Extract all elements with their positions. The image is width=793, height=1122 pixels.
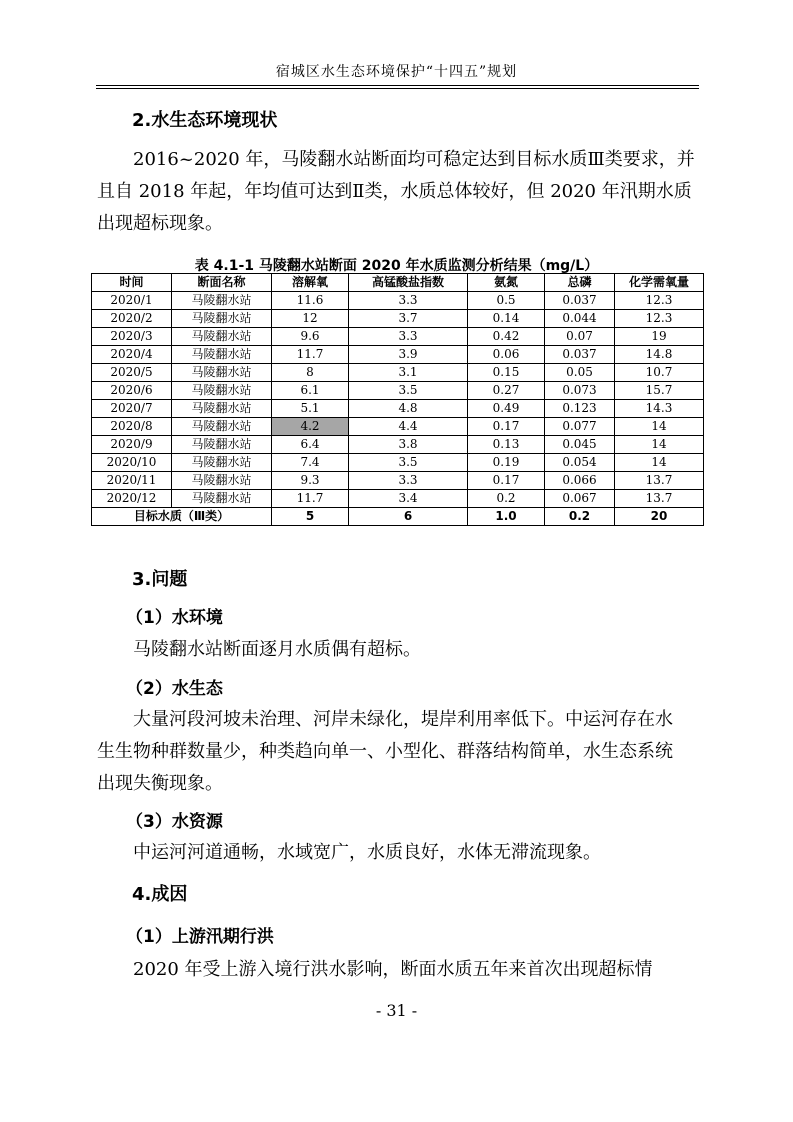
table-cell: 0.037 — [545, 346, 615, 364]
table-cell: 0.15 — [468, 364, 545, 382]
station-cell: 马陵翻水站 — [172, 454, 272, 472]
table-cell: 0.067 — [545, 490, 615, 508]
header-rule-double — [96, 88, 699, 89]
table-cell: 7.4 — [272, 454, 349, 472]
table-cell: 0.17 — [468, 472, 545, 490]
table-header-row — [92, 274, 704, 292]
water-quality-table — [91, 273, 704, 526]
table-cell: 2020/6 — [92, 382, 172, 400]
table-cell: 4.4 — [349, 418, 468, 436]
table-row — [92, 490, 704, 508]
table-cell: 3.7 — [349, 310, 468, 328]
column-header: 总磷 — [545, 274, 615, 292]
station-cell: 马陵翻水站 — [172, 292, 272, 310]
table-row — [92, 310, 704, 328]
section-heading-problems: 3.问题 — [132, 569, 188, 590]
station-cell: 马陵翻水站 — [172, 328, 272, 346]
table-cell: 5.1 — [272, 400, 349, 418]
table-row — [92, 328, 704, 346]
table-cell: 11.7 — [272, 346, 349, 364]
table-cell: 14.3 — [615, 400, 704, 418]
subheading-water-ecology: （2）水生态 — [126, 679, 223, 699]
table-cell: 12 — [272, 310, 349, 328]
table-cell: 3.8 — [349, 436, 468, 454]
table-cell: 0.077 — [545, 418, 615, 436]
header-rule — [96, 85, 699, 86]
table-cell: 2020/12 — [92, 490, 172, 508]
column-header: 溶解氧 — [272, 274, 349, 292]
para-line: 且自 2018 年起，年均值可达到Ⅱ类，水质总体较好，但 2020 年汛期水质 — [97, 181, 692, 202]
table-cell: 4.8 — [349, 400, 468, 418]
table-cell: 14 — [615, 418, 704, 436]
table-cell: 3.5 — [349, 454, 468, 472]
target-value: 1.0 — [468, 508, 545, 526]
table-cell: 0.073 — [545, 382, 615, 400]
table-cell: 2020/8 — [92, 418, 172, 436]
table-cell: 12.3 — [615, 310, 704, 328]
table-cell: 14 — [615, 436, 704, 454]
table-cell: 3.1 — [349, 364, 468, 382]
station-cell: 马陵翻水站 — [172, 418, 272, 436]
table-cell: 2020/4 — [92, 346, 172, 364]
column-header: 断面名称 — [172, 274, 272, 292]
section-status-paragraph — [97, 144, 697, 240]
station-cell: 马陵翻水站 — [172, 436, 272, 454]
table-row — [92, 454, 704, 472]
table-row — [92, 436, 704, 454]
table-cell: 12.3 — [615, 292, 704, 310]
table-cell: 3.9 — [349, 346, 468, 364]
table-cell: 9.6 — [272, 328, 349, 346]
table-cell: 10.7 — [615, 364, 704, 382]
column-header: 时间 — [92, 274, 172, 292]
table-cell: 3.3 — [349, 292, 468, 310]
column-header: 化学需氧量 — [615, 274, 704, 292]
page-number: - 31 - — [375, 1001, 418, 1020]
table-row — [92, 364, 704, 382]
target-row — [92, 508, 704, 526]
target-value: 20 — [615, 508, 704, 526]
table-cell: 0.037 — [545, 292, 615, 310]
station-cell: 马陵翻水站 — [172, 472, 272, 490]
table-cell: 3.3 — [349, 472, 468, 490]
column-header: 氨氮 — [468, 274, 545, 292]
table-cell: 0.066 — [545, 472, 615, 490]
table-cell: 0.054 — [545, 454, 615, 472]
table-cell: 2020/7 — [92, 400, 172, 418]
table-cell: 0.5 — [468, 292, 545, 310]
table-row — [92, 400, 704, 418]
para-line: 出现失衡现象。 — [97, 773, 223, 794]
table-cell: 4.2 — [272, 418, 349, 436]
table-cell: 14 — [615, 454, 704, 472]
table-cell: 0.045 — [545, 436, 615, 454]
table-cell: 0.044 — [545, 310, 615, 328]
table-cell: 0.2 — [468, 490, 545, 508]
table-cell: 3.4 — [349, 490, 468, 508]
subheading-water-environment: （1）水环境 — [126, 608, 223, 628]
table-cell: 13.7 — [615, 490, 704, 508]
station-cell: 马陵翻水站 — [172, 310, 272, 328]
table-cell: 13.7 — [615, 472, 704, 490]
water-ecology-paragraph — [97, 704, 697, 800]
running-header: 宿城区水生态环境保护“十四五”规划 — [275, 64, 518, 80]
station-cell: 马陵翻水站 — [172, 400, 272, 418]
table-caption: 表 4.1-1 马陵翻水站断面 2020 年水质监测分析结果（mg/L） — [194, 258, 599, 274]
section-heading-status: 2.水生态环境现状 — [132, 110, 278, 131]
table-row — [92, 418, 704, 436]
water-resources-text: 中运河河道通畅，水域宽广，水质良好，水体无滞流现象。 — [133, 842, 601, 863]
table-cell: 0.17 — [468, 418, 545, 436]
table-cell: 2020/3 — [92, 328, 172, 346]
table-cell: 2020/10 — [92, 454, 172, 472]
table-cell: 2020/9 — [92, 436, 172, 454]
table-row — [92, 292, 704, 310]
subheading-upstream-flood: （1）上游汛期行洪 — [126, 927, 274, 947]
table-cell: 0.27 — [468, 382, 545, 400]
table-row — [92, 346, 704, 364]
subheading-water-resources: （3）水资源 — [126, 812, 223, 832]
para-line: 大量河段河坡未治理、河岸未绿化，堤岸利用率低下。中运河存在水 — [133, 709, 673, 730]
table-row — [92, 382, 704, 400]
target-value: 0.2 — [545, 508, 615, 526]
water-environment-text: 马陵翻水站断面逐月水质偶有超标。 — [133, 639, 421, 660]
table-cell: 0.13 — [468, 436, 545, 454]
para-line: 生生物种群数量少，种类趋向单一、小型化、群落结构简单，水生态系统 — [97, 741, 673, 762]
table-cell: 0.06 — [468, 346, 545, 364]
table-cell: 9.3 — [272, 472, 349, 490]
table-cell: 2020/1 — [92, 292, 172, 310]
table-cell: 2020/11 — [92, 472, 172, 490]
table-cell: 11.7 — [272, 490, 349, 508]
table-cell: 6.1 — [272, 382, 349, 400]
table-cell: 0.49 — [468, 400, 545, 418]
para-line: 2016~2020 年，马陵翻水站断面均可稳定达到目标水质Ⅲ类要求，并 — [133, 149, 695, 170]
table-cell: 0.19 — [468, 454, 545, 472]
table-cell: 0.123 — [545, 400, 615, 418]
upstream-flood-text: 2020 年受上游入境行洪水影响，断面水质五年来首次出现超标情 — [133, 959, 653, 980]
table-cell: 0.14 — [468, 310, 545, 328]
table-cell: 0.07 — [545, 328, 615, 346]
table-row — [92, 472, 704, 490]
table-cell: 15.7 — [615, 382, 704, 400]
table-cell: 19 — [615, 328, 704, 346]
station-cell: 马陵翻水站 — [172, 382, 272, 400]
target-value: 5 — [272, 508, 349, 526]
table-cell: 3.3 — [349, 328, 468, 346]
table-cell: 2020/5 — [92, 364, 172, 382]
table-cell: 3.5 — [349, 382, 468, 400]
station-cell: 马陵翻水站 — [172, 346, 272, 364]
table-cell: 0.05 — [545, 364, 615, 382]
section-heading-causes: 4.成因 — [132, 884, 188, 905]
para-line: 出现超标现象。 — [97, 213, 223, 234]
table-cell: 6.4 — [272, 436, 349, 454]
station-cell: 马陵翻水站 — [172, 490, 272, 508]
target-label: 目标水质（Ⅲ类） — [92, 508, 272, 526]
table-cell: 0.42 — [468, 328, 545, 346]
table-cell: 8 — [272, 364, 349, 382]
station-cell: 马陵翻水站 — [172, 364, 272, 382]
target-value: 6 — [349, 508, 468, 526]
table-cell: 2020/2 — [92, 310, 172, 328]
column-header: 高锰酸盐指数 — [349, 274, 468, 292]
table-cell: 14.8 — [615, 346, 704, 364]
table-cell: 11.6 — [272, 292, 349, 310]
